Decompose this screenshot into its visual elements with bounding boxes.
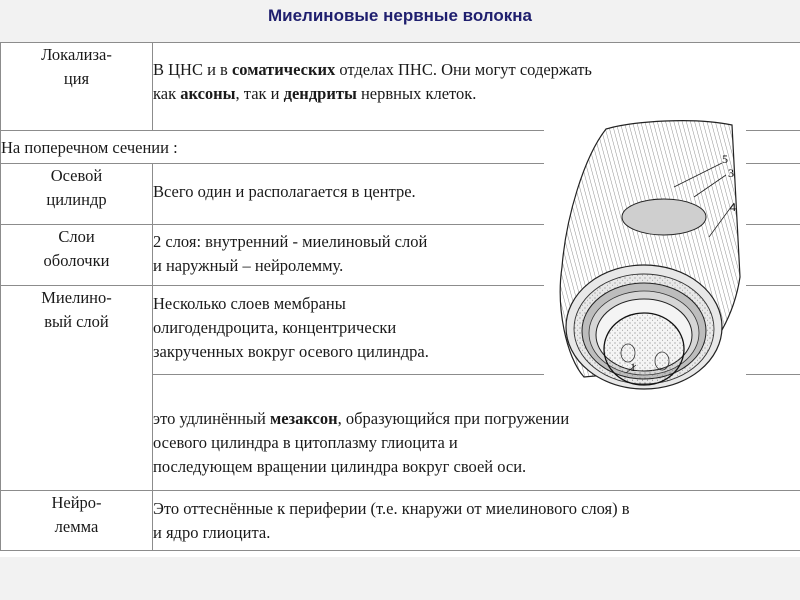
- text-line: и наружный – нейролемму.: [153, 256, 344, 275]
- label-line: вый слой: [44, 312, 109, 331]
- text-line: последующем вращении цилиндра вокруг своей оси.: [153, 457, 527, 476]
- label-line: ция: [63, 69, 90, 88]
- text-line: закрученных вокруг осевого цилиндра.: [153, 342, 429, 361]
- text-line: как аксоны, так и дендриты нервных клеток.: [153, 84, 477, 103]
- text-line: осевого цилиндра в цитоплазму глиоцита и: [153, 433, 458, 452]
- label-neurolemma: [1, 491, 153, 551]
- label-line: Осевой: [50, 166, 103, 185]
- slide-title: Миелиновые нервные волокна: [267, 6, 532, 25]
- label-line: Локализа-: [41, 45, 112, 64]
- figure-label: 1: [630, 360, 636, 374]
- text-line: 2 слоя: внутренний - миелиновый слой: [153, 232, 428, 251]
- figure-label: 3: [728, 166, 734, 180]
- label-line: Миелино-: [41, 288, 112, 307]
- label-myelin-layer: [1, 286, 153, 491]
- label-line: цилиндр: [46, 190, 107, 209]
- text-neurolemma: [153, 491, 800, 551]
- text-line: и ядро глиоцита.: [153, 523, 271, 542]
- figure-label: 5: [722, 152, 728, 166]
- label-localization: [1, 43, 153, 131]
- figure-label: 4: [730, 200, 736, 214]
- text-line: Несколько слоев мембраны: [153, 294, 346, 313]
- row-neurolemma: [1, 491, 800, 551]
- axon-cross-section: [604, 313, 684, 385]
- label-line: оболочки: [43, 251, 110, 270]
- label-sheath-layers: [1, 225, 153, 286]
- text-line: олигодендроцита, концентрически: [153, 318, 397, 337]
- label-axial-cylinder: [1, 164, 153, 225]
- label-line: Нейро-: [51, 493, 102, 512]
- cross-section-heading: На поперечном сечении :: [1, 138, 178, 157]
- label-line: Слои: [58, 227, 95, 246]
- label-line: лемма: [54, 517, 99, 536]
- nerve-fiber-illustration: [544, 117, 746, 400]
- text-line: это удлинённый мезаксон, образующийся при погружении: [153, 409, 570, 428]
- text-line: Это оттеснённые к периферии (т.е. кнаружи от миелинового слоя) в: [153, 499, 630, 518]
- text-line: В ЦНС и в соматических отделах ПНС. Они могут содержать: [153, 60, 592, 79]
- glial-nucleus: [622, 199, 706, 235]
- text-line: Всего один и располагается в центре.: [153, 182, 416, 201]
